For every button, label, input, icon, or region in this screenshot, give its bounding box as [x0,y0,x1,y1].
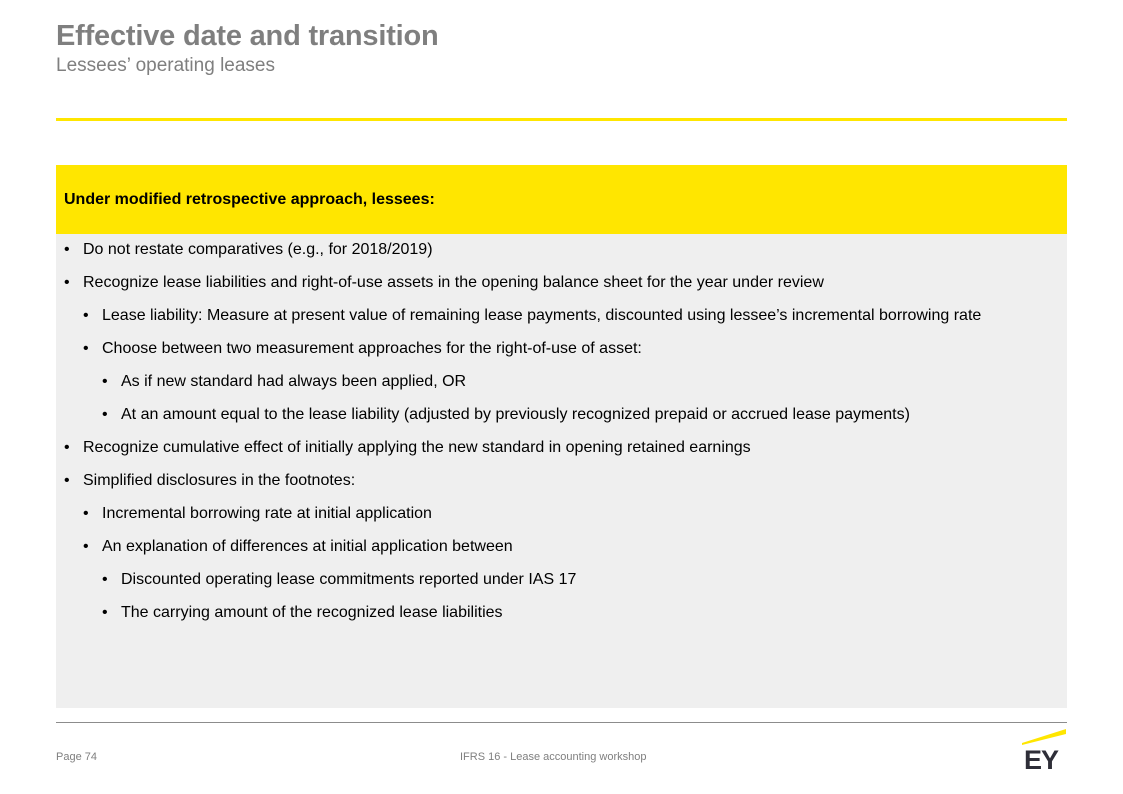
page-subtitle: Lessees’ operating leases [56,55,275,76]
list-item: • Recognize cumulative effect of initially applying the new standard in opening retained earnings [56,437,1067,470]
list-item: • Simplified disclosures in the footnotes: [56,470,1067,503]
title-divider [56,118,1067,121]
box-heading: Under modified retrospective approach, lessees: [64,190,435,208]
list-item: • An explanation of differences at initial application between [56,536,1067,569]
content-box [56,234,1067,708]
list-item: • Incremental borrowing rate at initial application [56,503,1067,536]
footer-divider [56,722,1067,723]
bullet-list [56,239,1067,635]
list-item: • Recognize lease liabilities and right-of-use assets in the opening balance sheet for the year under review [56,272,1067,305]
list-item: • Choose between two measurement approaches for the right-of-use of asset: [56,338,1067,371]
list-item: • Lease liability: Measure at present value of remaining lease payments, discounted using lessee’s incremental borrowing rate [56,305,1067,338]
ey-logo-icon [1022,728,1068,776]
list-item: • Discounted operating lease commitments reported under IAS 17 [56,569,1067,602]
page-number: Page 74 [56,751,97,763]
box-heading-bar [56,165,1067,234]
list-item: • Do not restate comparatives (e.g., for 2018/2019) [56,239,1067,272]
list-item: • At an amount equal to the lease liability (adjusted by previously recognized prepaid or accrued lease payments) [56,404,1067,437]
list-item: • As if new standard had always been applied, OR [56,371,1067,404]
logo-text: EY [1024,745,1059,775]
page-title: Effective date and transition [56,20,439,52]
footer-title: IFRS 16 - Lease accounting workshop [460,751,647,763]
list-item: • The carrying amount of the recognized lease liabilities [56,602,1067,635]
